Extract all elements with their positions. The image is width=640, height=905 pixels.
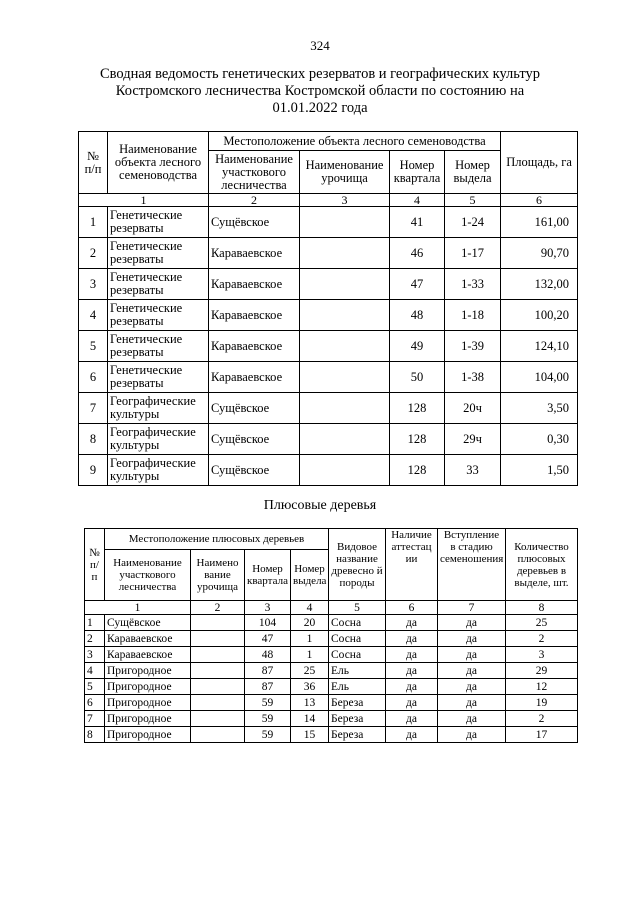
header-section: Номер выдела bbox=[291, 550, 329, 601]
table-row bbox=[85, 647, 578, 663]
district-name: Сущёвское bbox=[209, 207, 300, 238]
row-number: 7 bbox=[85, 711, 105, 727]
district-name: Пригородное bbox=[105, 711, 191, 727]
column-number: 1 bbox=[85, 601, 191, 615]
stage-value: да bbox=[438, 615, 506, 631]
row-number: 9 bbox=[79, 455, 108, 486]
header-num: № п/п bbox=[79, 132, 108, 194]
quarter-number: 47 bbox=[390, 269, 445, 300]
header-tract: Наименование урочища bbox=[300, 151, 390, 194]
row-number: 4 bbox=[79, 300, 108, 331]
header-object-name: Наименование объекта лесного семеноводства bbox=[108, 132, 209, 194]
table-row bbox=[79, 424, 578, 455]
column-number: 2 bbox=[191, 601, 245, 615]
district-name: Караваевское bbox=[105, 631, 191, 647]
row-number: 7 bbox=[79, 393, 108, 424]
tract-name bbox=[300, 269, 390, 300]
row-number: 6 bbox=[85, 695, 105, 711]
attestation-value: да bbox=[386, 631, 438, 647]
district-name: Караваевское bbox=[209, 362, 300, 393]
column-number: 5 bbox=[445, 194, 501, 207]
district-name: Сущёвское bbox=[209, 393, 300, 424]
tree-count: 25 bbox=[506, 615, 578, 631]
section-number: 1-38 bbox=[445, 362, 501, 393]
attestation-value: да bbox=[386, 679, 438, 695]
area-value: 104,00 bbox=[501, 362, 578, 393]
stage-value: да bbox=[438, 711, 506, 727]
section-number: 15 bbox=[291, 727, 329, 743]
row-number: 4 bbox=[85, 663, 105, 679]
header-location: Местоположение плюсовых деревьев bbox=[105, 529, 329, 550]
row-number: 2 bbox=[85, 631, 105, 647]
tract-name bbox=[300, 238, 390, 269]
area-value: 0,30 bbox=[501, 424, 578, 455]
section-number: 20 bbox=[291, 615, 329, 631]
district-name: Караваевское bbox=[209, 238, 300, 269]
section-number: 25 bbox=[291, 663, 329, 679]
plus-trees-title: Плюсовые деревья bbox=[263, 498, 377, 513]
district-name: Сущёвское bbox=[209, 424, 300, 455]
column-number: 7 bbox=[438, 601, 506, 615]
row-number: 8 bbox=[85, 727, 105, 743]
stage-value: да bbox=[438, 695, 506, 711]
tract-name bbox=[191, 695, 245, 711]
attestation-value: да bbox=[386, 663, 438, 679]
table-row bbox=[79, 207, 578, 238]
area-value: 3,50 bbox=[501, 393, 578, 424]
quarter-number: 59 bbox=[245, 727, 291, 743]
object-name: Генетические резерваты bbox=[108, 238, 209, 269]
table-row bbox=[79, 269, 578, 300]
section-number: 1 bbox=[291, 631, 329, 647]
row-number: 3 bbox=[85, 647, 105, 663]
attestation-value: да bbox=[386, 695, 438, 711]
district-name: Сущёвское bbox=[105, 615, 191, 631]
quarter-number: 47 bbox=[245, 631, 291, 647]
stage-value: да bbox=[438, 679, 506, 695]
header-quarter: Номер квартала bbox=[390, 151, 445, 194]
quarter-number: 128 bbox=[390, 424, 445, 455]
object-name: Генетические резерваты bbox=[108, 269, 209, 300]
quarter-number: 48 bbox=[390, 300, 445, 331]
tree-count: 2 bbox=[506, 711, 578, 727]
column-number: 4 bbox=[390, 194, 445, 207]
quarter-number: 59 bbox=[245, 695, 291, 711]
district-name: Караваевское bbox=[209, 300, 300, 331]
section-number: 1-17 bbox=[445, 238, 501, 269]
tract-name bbox=[191, 631, 245, 647]
quarter-number: 104 bbox=[245, 615, 291, 631]
table-row bbox=[85, 727, 578, 743]
header-district: Наименование участкового лесничества bbox=[105, 550, 191, 601]
header-section: Номер выдела bbox=[445, 151, 501, 194]
tract-name bbox=[191, 711, 245, 727]
section-number: 1-24 bbox=[445, 207, 501, 238]
area-value: 100,20 bbox=[501, 300, 578, 331]
row-number: 5 bbox=[85, 679, 105, 695]
table-row bbox=[79, 362, 578, 393]
tree-count: 3 bbox=[506, 647, 578, 663]
section-number: 1-33 bbox=[445, 269, 501, 300]
tract-name bbox=[191, 647, 245, 663]
row-number: 5 bbox=[79, 331, 108, 362]
header-species: Видовое название древесно й породы bbox=[329, 529, 386, 601]
header-quarter: Номер квартала bbox=[245, 550, 291, 601]
quarter-number: 48 bbox=[245, 647, 291, 663]
quarter-number: 41 bbox=[390, 207, 445, 238]
table-row bbox=[85, 663, 578, 679]
species-name: Береза bbox=[329, 711, 386, 727]
header-district: Наименование участкового лесничества bbox=[209, 151, 300, 194]
column-number: 3 bbox=[300, 194, 390, 207]
district-name: Караваевское bbox=[209, 331, 300, 362]
table-row bbox=[79, 455, 578, 486]
tree-count: 29 bbox=[506, 663, 578, 679]
quarter-number: 128 bbox=[390, 455, 445, 486]
tract-name bbox=[191, 727, 245, 743]
object-name: Генетические резерваты bbox=[108, 331, 209, 362]
tract-name bbox=[191, 663, 245, 679]
district-name: Караваевское bbox=[105, 647, 191, 663]
species-name: Сосна bbox=[329, 631, 386, 647]
table-row bbox=[85, 631, 578, 647]
species-name: Береза bbox=[329, 727, 386, 743]
column-number: 8 bbox=[506, 601, 578, 615]
row-number: 2 bbox=[79, 238, 108, 269]
row-number: 1 bbox=[85, 615, 105, 631]
quarter-number: 50 bbox=[390, 362, 445, 393]
row-number: 3 bbox=[79, 269, 108, 300]
table-row bbox=[85, 615, 578, 631]
section-number: 14 bbox=[291, 711, 329, 727]
district-name: Пригородное bbox=[105, 663, 191, 679]
tract-name bbox=[300, 331, 390, 362]
column-number: 5 bbox=[329, 601, 386, 615]
attestation-value: да bbox=[386, 647, 438, 663]
section-number: 1 bbox=[291, 647, 329, 663]
tree-count: 19 bbox=[506, 695, 578, 711]
header-attestation: Наличие аттестац ии bbox=[386, 529, 438, 601]
plus-trees-table bbox=[84, 528, 578, 743]
tree-count: 12 bbox=[506, 679, 578, 695]
stage-value: да bbox=[438, 647, 506, 663]
column-number: 4 bbox=[291, 601, 329, 615]
row-number: 8 bbox=[79, 424, 108, 455]
stage-value: да bbox=[438, 663, 506, 679]
tree-count: 17 bbox=[506, 727, 578, 743]
column-number: 1 bbox=[79, 194, 209, 207]
header-stage: Вступление в стадию семеношения bbox=[438, 529, 506, 601]
section-number: 20ч bbox=[445, 393, 501, 424]
area-value: 132,00 bbox=[501, 269, 578, 300]
species-name: Сосна bbox=[329, 647, 386, 663]
title-line-2: Костромского лесничества Костромской области по состоянию на bbox=[115, 83, 525, 99]
column-number: 6 bbox=[501, 194, 578, 207]
district-name: Пригородное bbox=[105, 695, 191, 711]
table-row bbox=[85, 711, 578, 727]
column-number: 2 bbox=[209, 194, 300, 207]
section-number: 13 bbox=[291, 695, 329, 711]
title-line-1: Сводная ведомость генетических резерватов и географических культур bbox=[99, 66, 541, 82]
object-name: Генетические резерваты bbox=[108, 207, 209, 238]
table-row bbox=[79, 300, 578, 331]
section-number: 1-18 bbox=[445, 300, 501, 331]
header-location: Местоположение объекта лесного семеноводства bbox=[209, 132, 501, 151]
header-count: Количество плюсовых деревьев в выделе, шт. bbox=[506, 529, 578, 601]
object-name: Генетические резерваты bbox=[108, 300, 209, 331]
object-name: Географические культуры bbox=[108, 455, 209, 486]
tract-name bbox=[191, 615, 245, 631]
district-name: Пригородное bbox=[105, 679, 191, 695]
tract-name bbox=[191, 679, 245, 695]
table-row bbox=[79, 331, 578, 362]
column-number: 6 bbox=[386, 601, 438, 615]
object-name: Географические культуры bbox=[108, 424, 209, 455]
header-num: № п/ п bbox=[85, 529, 105, 601]
district-name: Пригородное bbox=[105, 727, 191, 743]
object-name: Географические культуры bbox=[108, 393, 209, 424]
tract-name bbox=[300, 300, 390, 331]
area-value: 90,70 bbox=[501, 238, 578, 269]
page-number: 324 bbox=[310, 38, 330, 53]
column-number: 3 bbox=[245, 601, 291, 615]
tract-name bbox=[300, 424, 390, 455]
quarter-number: 87 bbox=[245, 679, 291, 695]
header-area: Площадь, га bbox=[501, 132, 578, 194]
row-number: 6 bbox=[79, 362, 108, 393]
attestation-value: да bbox=[386, 727, 438, 743]
header-tract: Наимено вание урочища bbox=[191, 550, 245, 601]
section-number: 1-39 bbox=[445, 331, 501, 362]
quarter-number: 87 bbox=[245, 663, 291, 679]
quarter-number: 128 bbox=[390, 393, 445, 424]
section-number: 36 bbox=[291, 679, 329, 695]
attestation-value: да bbox=[386, 615, 438, 631]
stage-value: да bbox=[438, 631, 506, 647]
species-name: Сосна bbox=[329, 615, 386, 631]
column-numbers-row bbox=[79, 194, 578, 207]
section-number: 33 bbox=[445, 455, 501, 486]
tract-name bbox=[300, 455, 390, 486]
tree-count: 2 bbox=[506, 631, 578, 647]
attestation-value: да bbox=[386, 711, 438, 727]
stage-value: да bbox=[438, 727, 506, 743]
reserves-table bbox=[78, 131, 578, 486]
row-number: 1 bbox=[79, 207, 108, 238]
tract-name bbox=[300, 207, 390, 238]
area-value: 1,50 bbox=[501, 455, 578, 486]
section-number: 29ч bbox=[445, 424, 501, 455]
table-row bbox=[79, 393, 578, 424]
area-value: 161,00 bbox=[501, 207, 578, 238]
species-name: Береза bbox=[329, 695, 386, 711]
column-numbers-row bbox=[85, 601, 578, 615]
table-row bbox=[85, 695, 578, 711]
title-line-3: 01.01.2022 года bbox=[272, 100, 368, 116]
species-name: Ель bbox=[329, 679, 386, 695]
table-row bbox=[79, 238, 578, 269]
quarter-number: 59 bbox=[245, 711, 291, 727]
species-name: Ель bbox=[329, 663, 386, 679]
table-row bbox=[85, 679, 578, 695]
quarter-number: 46 bbox=[390, 238, 445, 269]
object-name: Генетические резерваты bbox=[108, 362, 209, 393]
tract-name bbox=[300, 362, 390, 393]
quarter-number: 49 bbox=[390, 331, 445, 362]
district-name: Сущёвское bbox=[209, 455, 300, 486]
document-title bbox=[60, 66, 580, 117]
district-name: Караваевское bbox=[209, 269, 300, 300]
area-value: 124,10 bbox=[501, 331, 578, 362]
tract-name bbox=[300, 393, 390, 424]
